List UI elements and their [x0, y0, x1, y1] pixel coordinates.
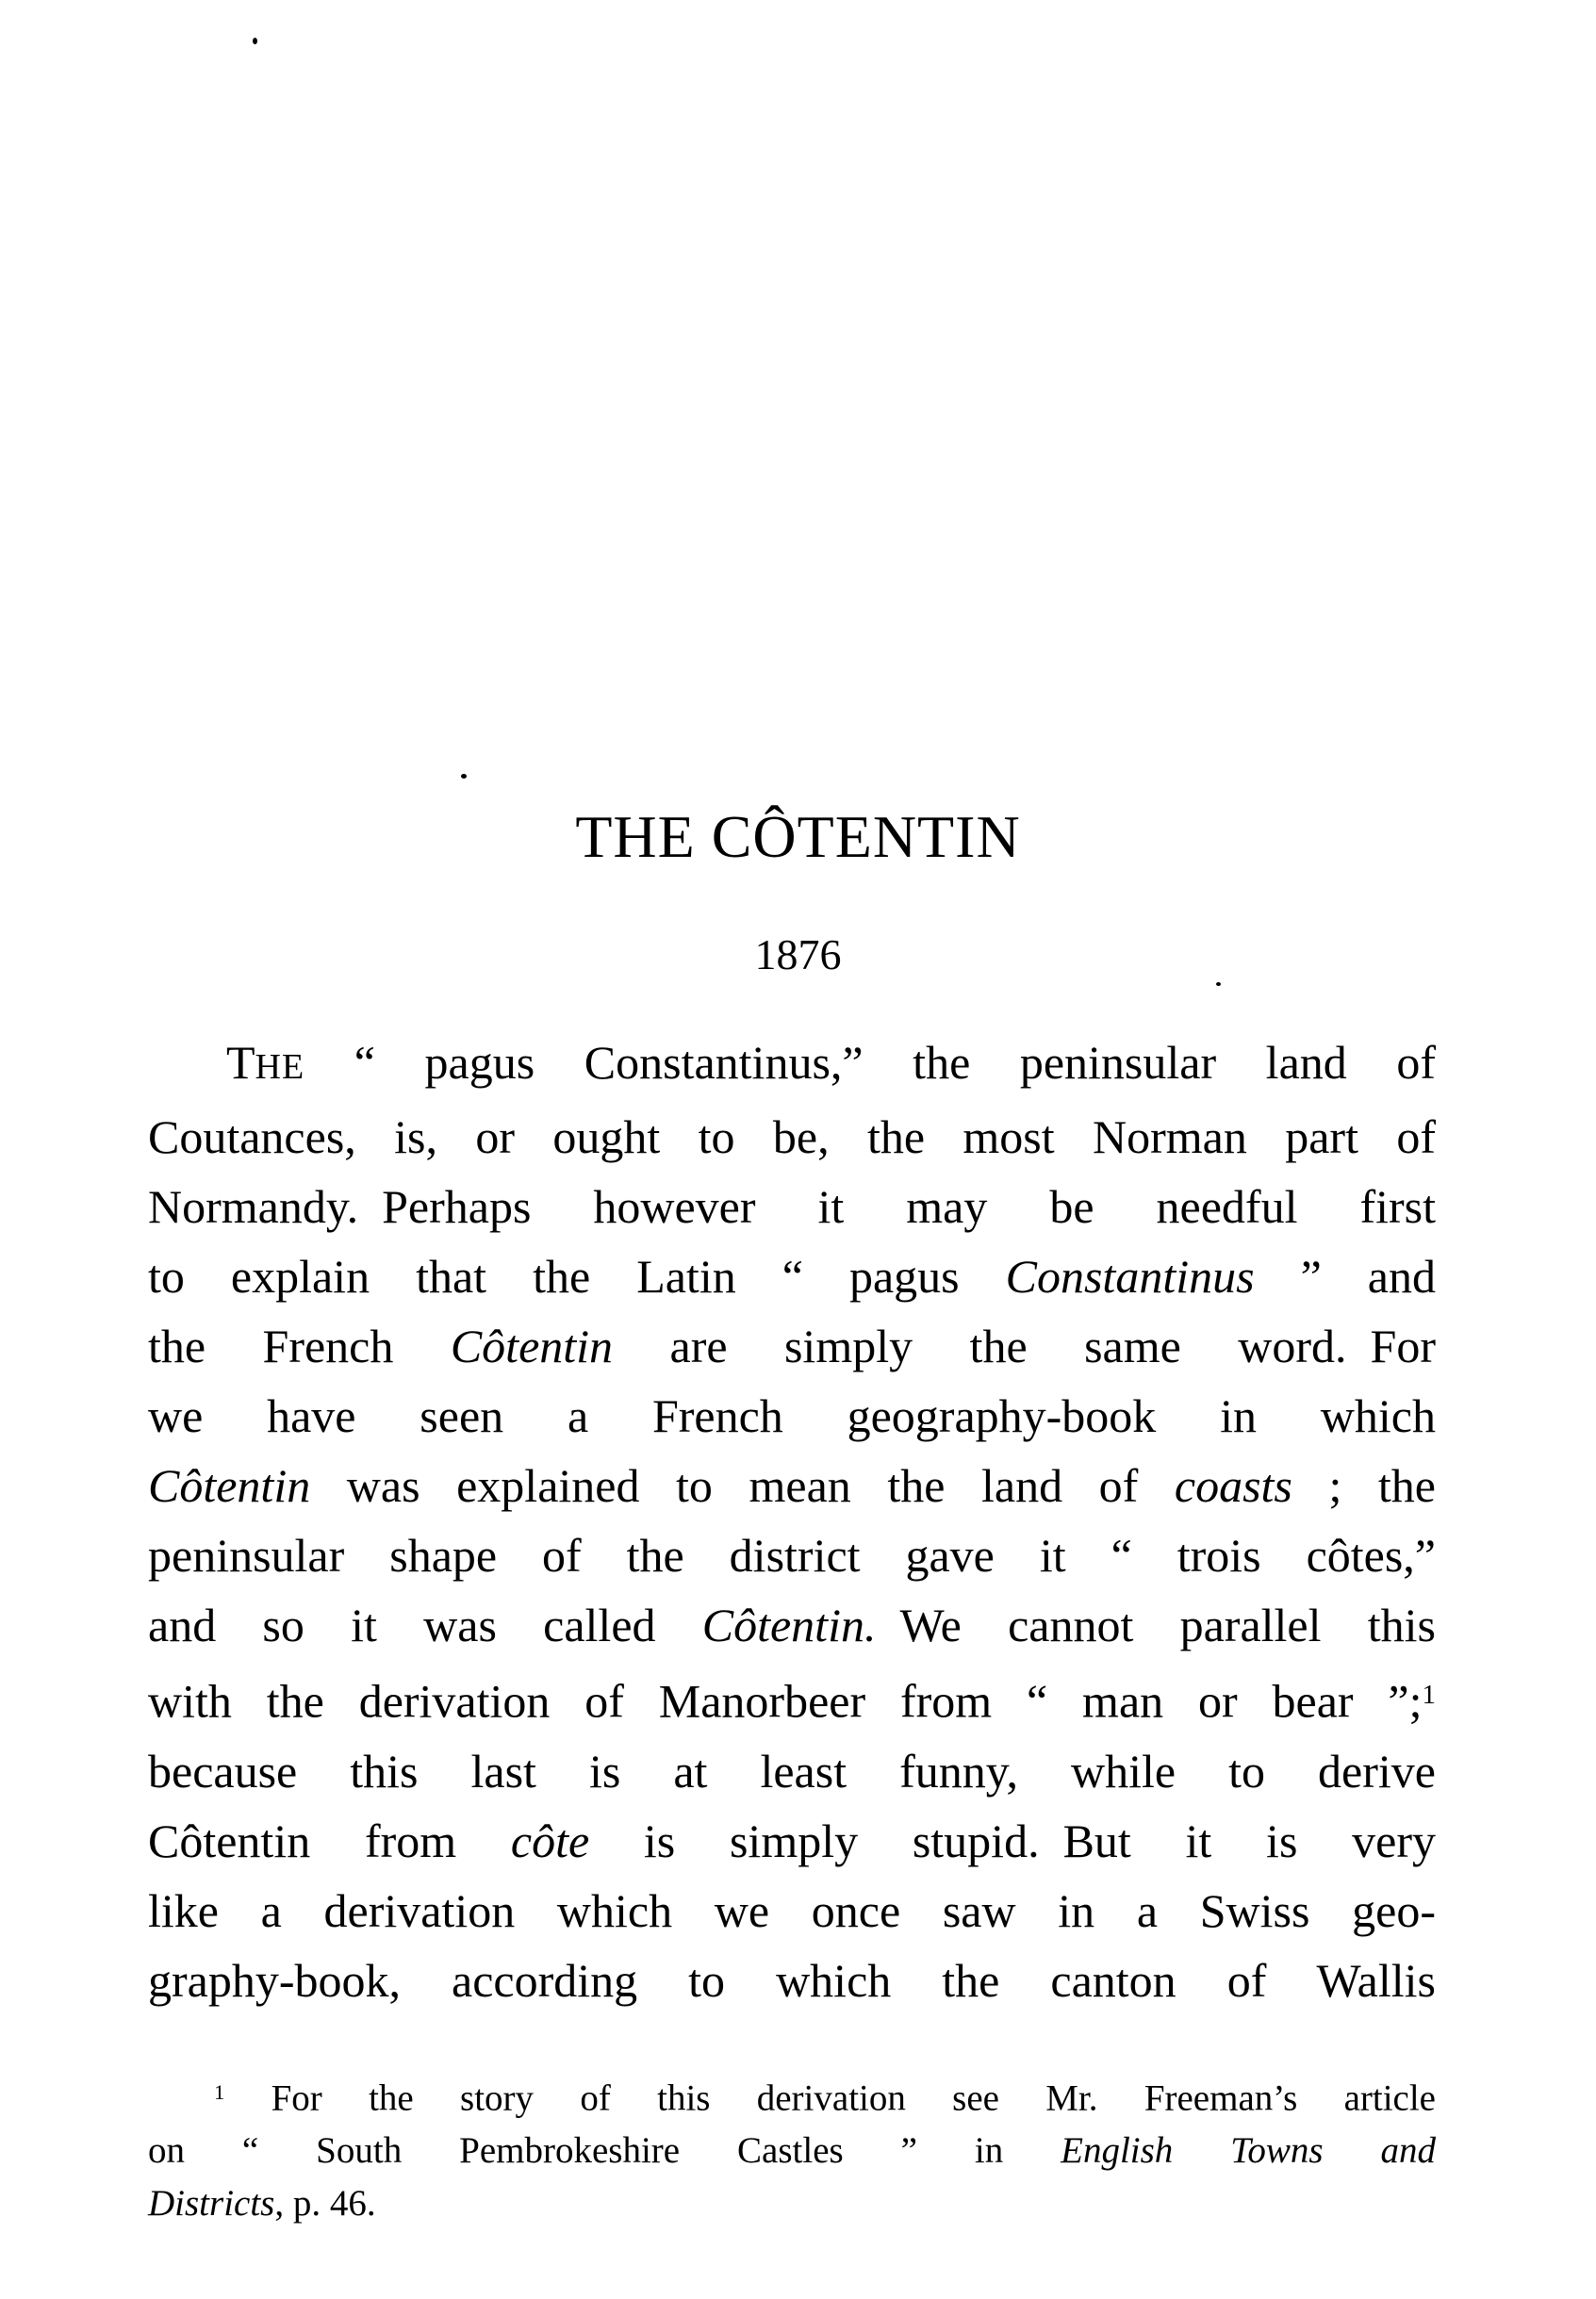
text-line: [148, 1381, 1436, 1451]
italic-run: côte: [510, 1814, 590, 1867]
chapter-year: 1876: [754, 930, 842, 978]
text-run: Coutances, is, or ought to be, the most Norman part of: [148, 1110, 1436, 1163]
text-line: [148, 1590, 1436, 1660]
small-caps-run: HE: [255, 1047, 305, 1087]
text-line: [148, 1027, 1436, 1102]
text-run: to explain that the Latin “ pagus: [148, 1250, 1006, 1303]
chapter-title: THE CÔTENTIN: [575, 803, 1021, 870]
text-line: [148, 1876, 1436, 1946]
text-run: Côtentin from: [148, 1814, 511, 1867]
italic-run: coasts: [1174, 1459, 1292, 1512]
italic-run: Districts: [148, 2183, 275, 2225]
text-run: and so it was called: [148, 1599, 702, 1651]
italic-run: Côtentin: [148, 1459, 311, 1512]
text-run: with the derivation of Manorbeer from “ man or bear ”;: [148, 1674, 1423, 1728]
body-paragraph: [148, 1027, 1436, 2015]
text-run: like a derivation which we once saw in a Swiss geo-: [148, 1883, 1436, 1937]
text-line: [148, 1241, 1436, 1311]
italic-run: Côtentin: [450, 1320, 614, 1372]
text-run: are simply the same word. For: [613, 1320, 1436, 1372]
footnote: [148, 2066, 1436, 2230]
text-run: ; the: [1292, 1459, 1436, 1512]
footnote-line: [148, 2125, 1436, 2177]
footnote-line: [148, 2177, 1436, 2230]
text-run: T: [226, 1036, 255, 1089]
text-run: because this last is at least funny, while to derive: [148, 1744, 1436, 1798]
footnote-marker: 1: [214, 2080, 225, 2104]
text-line: [148, 1660, 1436, 1736]
italic-run: Constantinus: [1005, 1250, 1255, 1303]
text-run: the French: [148, 1320, 451, 1372]
text-run: “ pagus Constantinus,” the peninsular land of: [304, 1036, 1436, 1089]
text-line: [148, 1102, 1436, 1172]
text-run: we have seen a French geography-book in which: [148, 1389, 1436, 1442]
text-line: [148, 1451, 1436, 1520]
footnote-reference: 1: [1422, 1680, 1436, 1710]
text-line: [148, 1806, 1436, 1876]
footnote-line: [148, 2066, 1436, 2125]
italic-run: Côtentin.: [701, 1599, 877, 1651]
dust-speck: [1216, 982, 1221, 986]
text-run: graphy-book, according to which the canton of Wallis: [148, 1953, 1436, 2007]
text-line: [148, 1520, 1436, 1590]
text-line: [148, 1946, 1436, 2015]
text-run: on “ South Pembrokeshire Castles ” in: [148, 2130, 1061, 2172]
text-run: was explained to mean the land of: [310, 1459, 1175, 1512]
text-run: peninsular shape of the district gave it “ trois côtes,”: [148, 1529, 1436, 1582]
text-run: We cannot parallel this: [876, 1599, 1436, 1651]
text-line: [148, 1311, 1436, 1381]
dust-speck: [253, 38, 257, 44]
text-line: [148, 1736, 1436, 1806]
text-run: For the story of this derivation see Mr. Freeman’s article: [224, 2077, 1436, 2119]
text-run: Normandy. Perhaps however it may be needful first: [148, 1180, 1436, 1233]
dust-speck: [461, 774, 467, 779]
text-run: is simply stupid. But it is very: [589, 1814, 1436, 1867]
text-run: , p. 46.: [274, 2183, 376, 2225]
text-line: [148, 1172, 1436, 1241]
italic-run: English Towns and: [1061, 2130, 1436, 2172]
text-run: ” and: [1254, 1250, 1437, 1303]
